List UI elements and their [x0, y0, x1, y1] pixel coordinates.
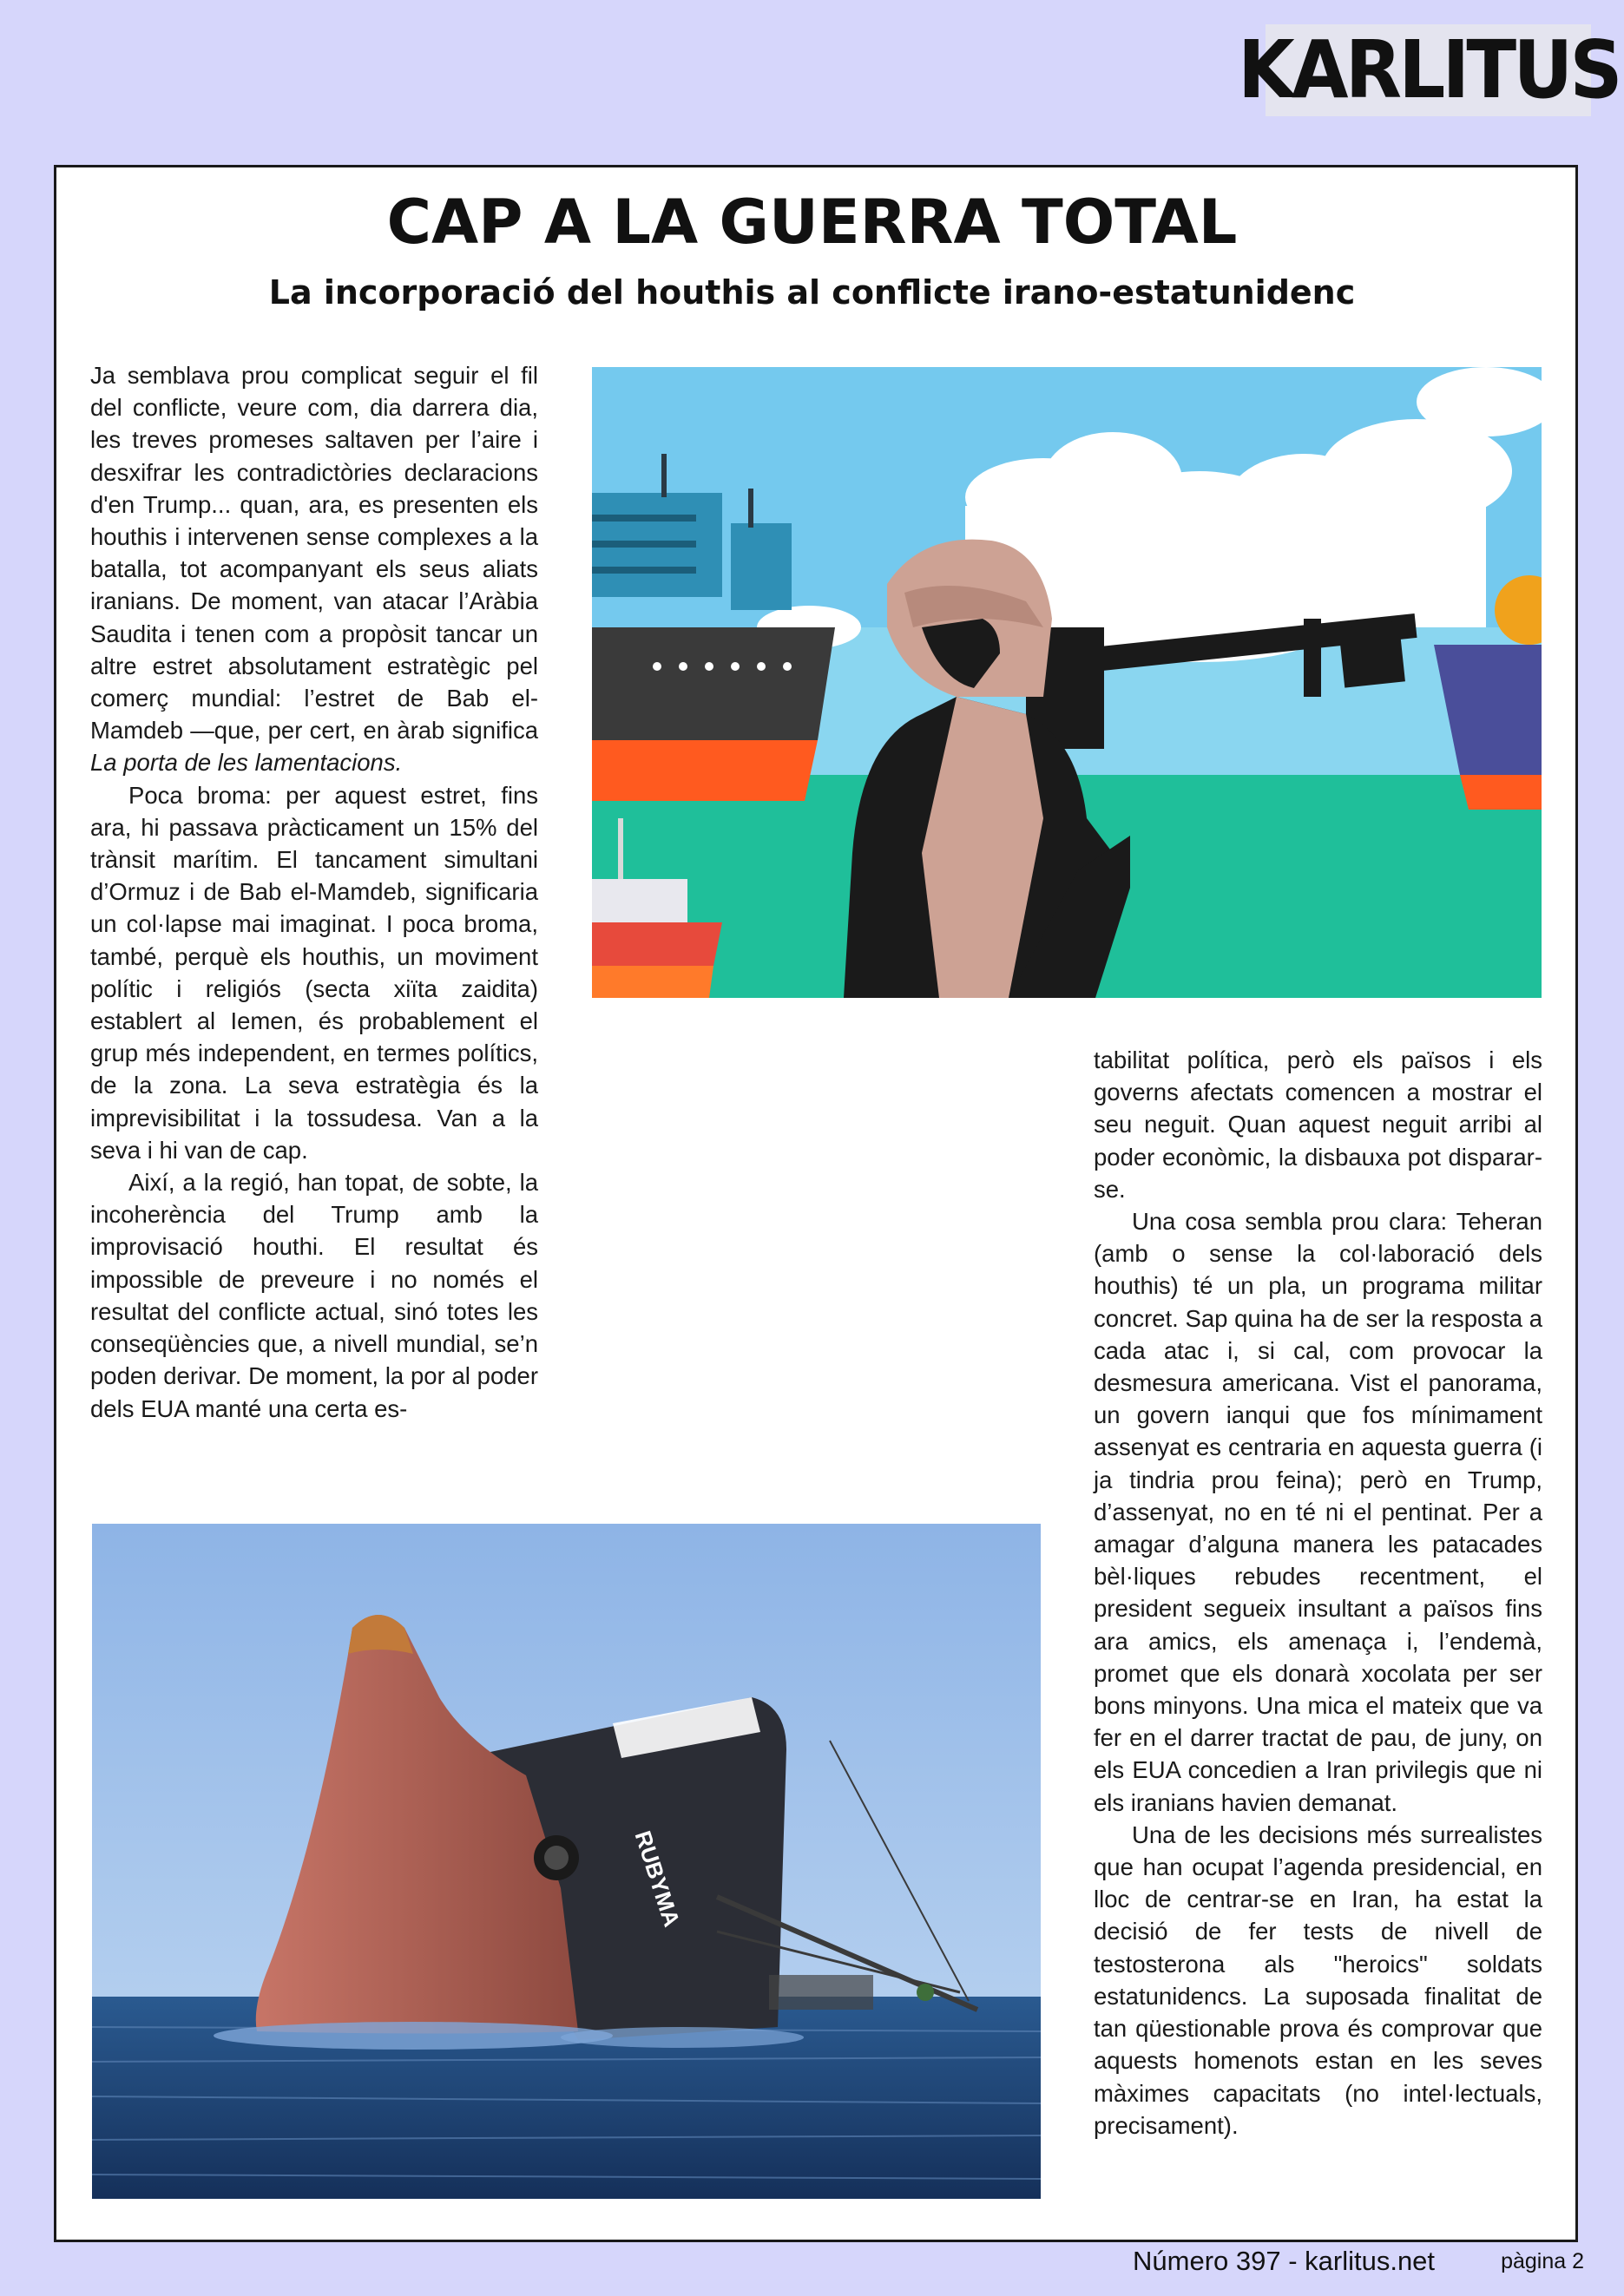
houthi-illustration-svg: [592, 367, 1542, 998]
article-subtitle: La incorporació del houthis al conflicte irano-estatunidenc: [268, 273, 1356, 312]
paragraph-5: Una cosa sembla prou clara: Teheran (amb o sense la col·laboració dels houthis) té un pla, un programa militar concret. Sap quina ha de ser la resposta a cada atac i, si cal, com provocar la desmesura americana. Vist el panorama, un govern ianqui que fos mínimament assenyat es centraria en aquesta guerra (i ja tindria prou feina); però en Trump, d’assenyat, no en té ni el pentinat. Per a amagar d’alguna manera les patacades bèl·liques rebudes recentment, el president segueix insultant a països fins ara amics, els amenaça i, l’endemà, promet que els donarà xocolata per ser bons minyons. Una mica el mateix que va fer en el darrer tractat de pau, de juny, on els EUA concedien a Iran privilegis que ni els iranians havien demanat.: [1094, 1208, 1542, 1816]
sinking-ship-photo: [92, 1524, 1041, 2199]
houthi-illustration: [592, 367, 1542, 998]
paragraph-1: [90, 359, 538, 779]
paragraph-3: Així, a la regió, han topat, de sobte, la incoherència del Trump amb la improvisació houthi. El resultat és impossible de preveure i no només el resultat del conflicte actual, sinó totes les conseqüències que, a nivell mundial, se’n poden derivar. De moment, la por al poder dels EUA manté una certa es-: [90, 1169, 538, 1422]
page-number: pàgina 2: [1501, 2248, 1584, 2273]
article-title: CAP A LA GUERRA TOTAL: [386, 187, 1238, 258]
issue-number: Número 397 - karlitus.net: [1133, 2246, 1436, 2276]
paragraph-4: tabilitat política, però els països i els governs afectats comencen a mostrar el seu neguit. Quan aquest neguit arribi al poder econòmic, la disbauxa pot disparar-se.: [1094, 1046, 1542, 1203]
masthead-logo: [1237, 23, 1620, 116]
paragraph-1-italic: La porta de les lamentacions.: [90, 749, 403, 777]
article-column-left: [90, 359, 538, 1425]
brand-name: KARLITUS: [1237, 23, 1620, 116]
ship-name-label: RUBYMA: [629, 1827, 686, 1930]
sinking-ship-photo-svg: [92, 1524, 1041, 2199]
paragraph-1-text: Ja semblava prou complicat seguir el fil del conflicte, veure com, dia darrera dia, les treves promeses saltaven per l’aire i desxifrar les contradictòries declaracions d'en Trump... quan, ara, es presenten els houthis i intervenen sense complexes a la batalla, tot acompanyant els seus aliats iranians. De moment, van atacar l’Aràbia Saudita i tenen com a propòsit tancar un altre estret absolutament estratègic pel comerç mundial: l’estret de Bab el-Mamdeb —que, per cert, en àrab significa: [90, 362, 538, 745]
paragraph-2: Poca broma: per aquest estret, fins ara, hi passava pràcticament un 15% del trànsit marítim. El tancament simultani d’Ormuz i de Bab el-Mamdeb, significaria un col·lapse mai imaginat. I poca broma, també, perquè els houthis, un moviment polític i religiós (secta xiïta zaidita) establert al Iemen, és probablement el grup més independent, en termes polítics, de la zona. La seva estratègia és la imprevisibilitat i la tossudesa. Van a la seva i hi van de cap.: [90, 781, 538, 1164]
paragraph-6: Una de les decisions més surrealistes que han ocupat l’agenda presidencial, en lloc de centrar-se en Iran, ha estat la decisió de fer tests de nivell de testosterona als "heroics" soldats estatunidencs. La suposada finalitat de tan qüestionable prova és comprovar que aquests homenots estan en les seves màximes capacitats (no intel·lectuals, precisament).: [1094, 1820, 1542, 2139]
article-column-right: [1094, 1044, 1542, 2142]
page-footer: [1133, 2244, 1584, 2279]
